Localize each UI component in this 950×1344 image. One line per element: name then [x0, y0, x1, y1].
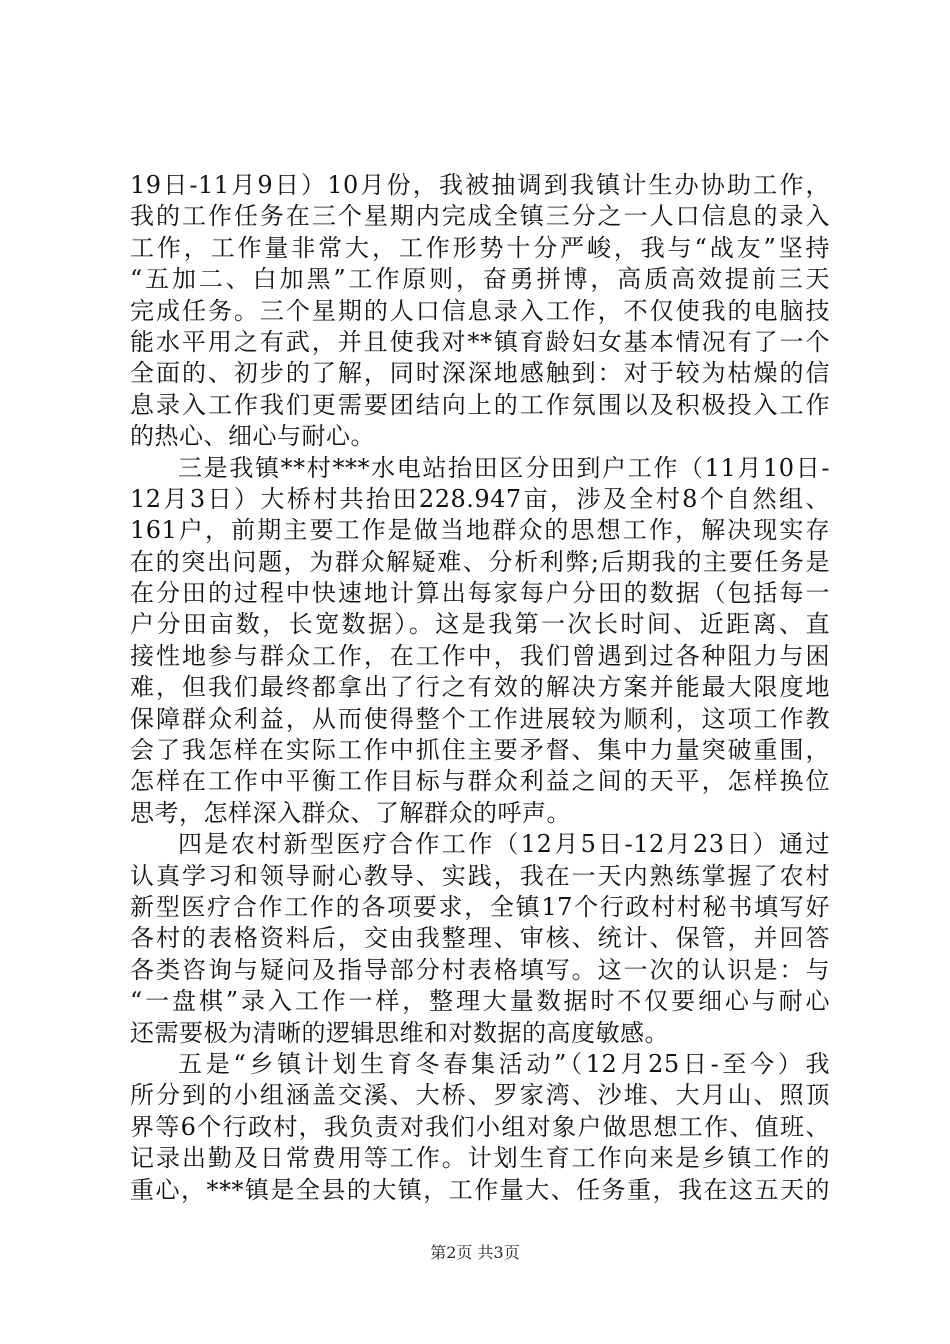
paragraph-3 [130, 829, 830, 1049]
text-line: 重心，***镇是全县的大镇，工作量大、任务重，我在这五天的 [130, 1175, 830, 1204]
text-line: 工作，工作量非常大，工作形势十分严峻，我与“战友”坚持 [130, 233, 830, 262]
page-footer: 第2页 共3页 [430, 1243, 520, 1262]
text-line: 的热心、细心与耐心。 [130, 422, 375, 451]
text-line: 各村的表格资料后，交由我整理、审核、统计、保管，并回答 [130, 924, 830, 953]
text-line: 四是农村新型医疗合作工作（12月5日-12月23日）通过 [178, 830, 830, 859]
text-line: 记录出勤及日常费用等工作。计划生育工作向来是乡镇工作的 [130, 1144, 830, 1173]
paragraph-4 [130, 1049, 830, 1206]
document-body [130, 170, 830, 1206]
text-line: 我的工作任务在三个星期内完成全镇三分之一人口信息的录入 [130, 202, 830, 231]
text-line: 认真学习和领导耐心教导、实践，我在一天内熟练掌握了农村 [130, 861, 830, 890]
text-line: 12月3日）大桥村共抬田228.947亩，涉及全村8个自然组、 [130, 484, 830, 513]
text-line: 怎样在工作中平衡工作目标与群众利益之间的天平，怎样换位 [130, 767, 830, 796]
text-line: 还需要极为清晰的逻辑思维和对数据的高度敏感。 [130, 1018, 669, 1047]
text-line: 能水平用之有武，并且使我对**镇育龄妇女基本情况有了一个 [130, 327, 830, 356]
text-line: 三是我镇**村***水电站抬田区分田到户工作（11月10日- [178, 453, 830, 482]
text-line: 新型医疗合作工作的各项要求，全镇17个行政村村秘书填写好 [130, 892, 830, 921]
text-line: “一盘棋”录入工作一样，整理大量数据时不仅要细心与耐心 [130, 987, 830, 1016]
text-line: 全面的、初步的了解，同时深深地感触到：对于较为枯燥的信 [130, 359, 830, 388]
text-line: 在分田的过程中快速地计算出每家每户分田的数据（包括每一 [130, 579, 830, 608]
text-line: 户分田亩数，长宽数据）。这是我第一次长时间、近距离、直 [130, 610, 830, 639]
text-line: 界等6个行政村，我负责对我们小组对象户做思想工作、值班、 [130, 1112, 830, 1141]
text-line: 所分到的小组涵盖交溪、大桥、罗家湾、沙堆、大月山、照顶 [130, 1081, 830, 1110]
text-line: 161户，前期主要工作是做当地群众的思想工作，解决现实存 [130, 516, 830, 545]
text-line: 五是“乡镇计划生育冬春集活动”（12月25日-至今）我 [178, 1049, 830, 1078]
text-line: 各类咨询与疑问及指导部分村表格填写。这一次的认识是：与 [130, 955, 830, 984]
text-line: 接性地参与群众工作，在工作中，我们曾遇到过各种阻力与困 [130, 641, 830, 670]
text-line: “五加二、白加黑”工作原则，奋勇拼博，高质高效提前三天 [130, 265, 830, 294]
text-line: 思考，怎样深入群众、了解群众的呼声。 [130, 798, 571, 827]
text-line: 息录入工作我们更需要团结向上的工作氛围以及积极投入工作 [130, 390, 830, 419]
paragraph-1 [130, 170, 830, 453]
text-line: 在的突出问题，为群众解疑难、分析利弊;后期我的主要任务是 [130, 547, 830, 576]
text-line: 难，但我们最终都拿出了行之有效的解决方案并能最大限度地 [130, 673, 830, 702]
text-line: 保障群众利益，从而使得整个工作进展较为顺利，这项工作教 [130, 704, 830, 733]
text-line: 完成任务。三个星期的人口信息录入工作，不仅使我的电脑技 [130, 296, 830, 325]
text-line: 会了我怎样在实际工作中抓住主要矛督、集中力量突破重围， [130, 736, 830, 765]
paragraph-2 [130, 453, 830, 830]
text-line: 19日-11月9日）10月份，我被抽调到我镇计生办协助工作， [130, 171, 830, 199]
